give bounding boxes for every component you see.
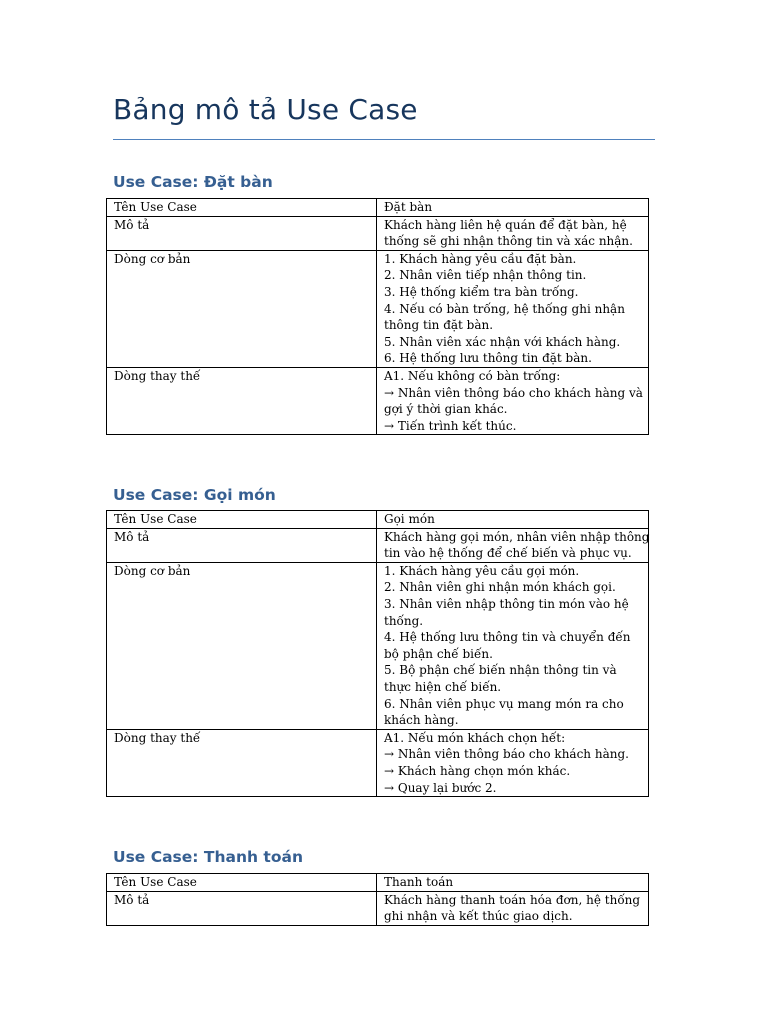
title-underline <box>113 139 655 140</box>
text-line: Khách hàng liên hệ quán để đặt bàn, hệ <box>384 217 627 232</box>
cell-name-label: Tên Use Case <box>107 199 377 217</box>
cell-desc-label: Mô tả <box>107 528 377 562</box>
cell-basic-flow-label: Dòng cơ bản <box>107 562 377 729</box>
cell-name-label: Tên Use Case <box>107 511 377 529</box>
cell-basic-flow-value <box>377 250 649 367</box>
text-line: 5. Bộ phận chế biến nhận thông tin và <box>384 663 617 678</box>
cell-desc-value <box>377 528 649 562</box>
document-title: Bảng mô tả Use Case <box>113 93 418 126</box>
text-line: → Tiến trình kết thúc. <box>384 418 517 433</box>
text-line: 4. Nếu có bàn trống, hệ thống ghi nhận <box>384 301 625 316</box>
text-line: thống. <box>384 613 424 628</box>
heading-use-case-goi-mon: Use Case: Gọi món <box>113 486 276 504</box>
text-line: tin vào hệ thống để chế biến và phục vụ. <box>384 546 632 561</box>
table-use-case-goi-mon <box>106 510 649 797</box>
cell-desc-value <box>377 216 649 250</box>
cell-desc-value <box>377 891 649 925</box>
heading-use-case-thanh-toan: Use Case: Thanh toán <box>113 848 303 866</box>
cell-alt-flow-value <box>377 367 649 434</box>
text-line: 6. Nhân viên phục vụ mang món ra cho <box>384 696 624 711</box>
text-line: thực hiện chế biến. <box>384 679 502 694</box>
cell-alt-flow-label: Dòng thay thế <box>107 367 377 434</box>
cell-alt-flow-value <box>377 729 649 796</box>
table-row <box>107 199 649 217</box>
text-line: → Khách hàng chọn món khác. <box>384 763 571 778</box>
cell-name-value: Thanh toán <box>377 874 649 892</box>
text-line: 6. Hệ thống lưu thông tin đặt bàn. <box>384 351 592 366</box>
table-use-case-thanh-toan <box>106 873 649 926</box>
cell-desc-label: Mô tả <box>107 216 377 250</box>
table-row <box>107 367 649 434</box>
heading-use-case-dat-ban: Use Case: Đặt bàn <box>113 173 273 191</box>
table-row <box>107 874 649 892</box>
table-row <box>107 250 649 367</box>
cell-name-value: Gọi món <box>377 511 649 529</box>
cell-basic-flow-value <box>377 562 649 729</box>
cell-alt-flow-label: Dòng thay thế <box>107 729 377 796</box>
text-line: 1. Khách hàng yêu cầu gọi món. <box>384 563 580 578</box>
table-row <box>107 729 649 796</box>
text-line: thông tin đặt bàn. <box>384 318 494 333</box>
text-line: bộ phận chế biến. <box>384 646 493 661</box>
text-line: 1. Khách hàng yêu cầu đặt bàn. <box>384 251 577 266</box>
cell-basic-flow-label: Dòng cơ bản <box>107 250 377 367</box>
cell-name-value: Đặt bàn <box>377 199 649 217</box>
text-line: A1. Nếu món khách chọn hết: <box>384 730 566 745</box>
table-row <box>107 891 649 925</box>
text-line: A1. Nếu không có bàn trống: <box>384 368 561 383</box>
table-row <box>107 562 649 729</box>
text-line: khách hàng. <box>384 713 459 728</box>
text-line: 4. Hệ thống lưu thông tin và chuyển đến <box>384 630 631 645</box>
text-line: → Nhân viên thông báo cho khách hàng. <box>384 747 629 762</box>
text-line: 3. Hệ thống kiểm tra bàn trống. <box>384 284 579 299</box>
text-line: 5. Nhân viên xác nhận với khách hàng. <box>384 334 621 349</box>
text-line: gợi ý thời gian khác. <box>384 402 508 417</box>
cell-desc-label: Mô tả <box>107 891 377 925</box>
table-row <box>107 216 649 250</box>
text-line: → Nhân viên thông báo cho khách hàng và <box>384 385 643 400</box>
cell-name-label: Tên Use Case <box>107 874 377 892</box>
text-line: ghi nhận và kết thúc giao dịch. <box>384 909 573 924</box>
table-row <box>107 528 649 562</box>
text-line: 3. Nhân viên nhập thông tin món vào hệ <box>384 596 629 611</box>
table-row <box>107 511 649 529</box>
text-line: Khách hàng thanh toán hóa đơn, hệ thống <box>384 892 641 907</box>
text-line: → Quay lại bước 2. <box>384 780 497 795</box>
text-line: Khách hàng gọi món, nhân viên nhập thông <box>384 529 650 544</box>
text-line: thống sẽ ghi nhận thông tin và xác nhận. <box>384 234 633 249</box>
text-line: 2. Nhân viên tiếp nhận thông tin. <box>384 268 587 283</box>
text-line: 2. Nhân viên ghi nhận món khách gọi. <box>384 580 616 595</box>
table-use-case-dat-ban <box>106 198 649 435</box>
